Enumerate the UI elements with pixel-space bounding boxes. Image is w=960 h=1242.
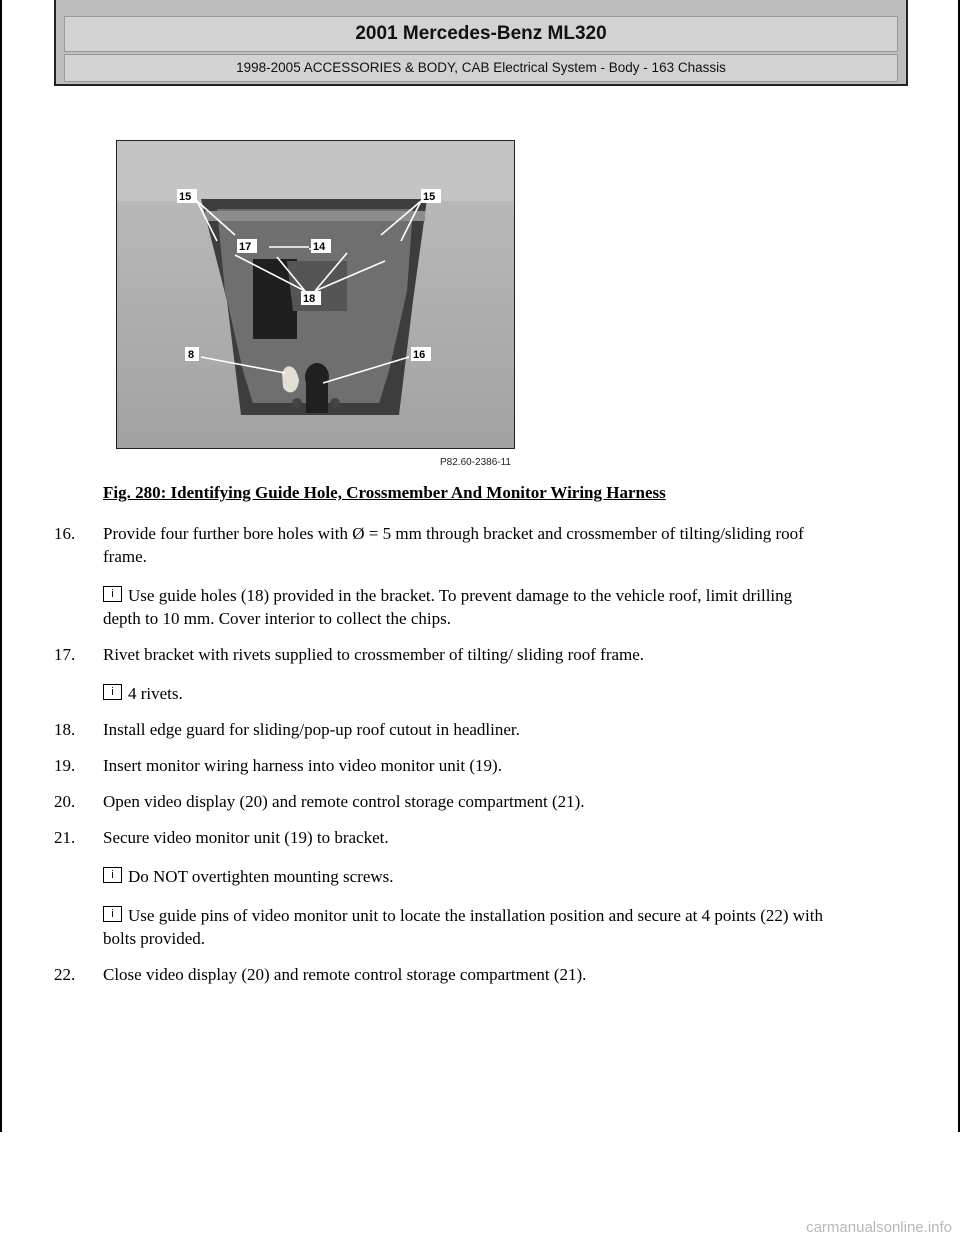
step-text	[103, 826, 903, 849]
document-subtitle: 1998-2005 ACCESSORIES & BODY, CAB Electrical System - Body - 163 Chassis	[64, 54, 898, 82]
step-line: frame.	[103, 547, 147, 566]
note-line: Use guide pins of video monitor unit to locate the installation position and secure at 4 points (22) with	[128, 906, 823, 925]
figure-photo	[116, 140, 515, 449]
callout-8: 8	[188, 349, 195, 361]
step-line: Provide four further bore holes with Ø = 5 mm through bracket and crossmember of tilting/sliding roof	[103, 524, 804, 543]
callout-15-left: 15	[179, 191, 192, 203]
step-number: 20.	[54, 792, 76, 811]
figure-id: P82.60-2386-11	[440, 457, 511, 468]
page-edge-left	[0, 0, 2, 1132]
callout-14: 14	[313, 241, 326, 253]
step-number: 17.	[54, 645, 76, 664]
watermark: carmanualsonline.info	[806, 1219, 952, 1236]
document-title: 2001 Mercedes-Benz ML320	[64, 16, 898, 52]
callout-18: 18	[303, 293, 316, 305]
step-note	[103, 865, 903, 888]
step-line: Rivet bracket with rivets supplied to crossmember of tilting/ sliding roof frame.	[103, 645, 645, 664]
info-icon: i	[103, 867, 122, 883]
note-line: bolts provided.	[103, 929, 205, 948]
step-number: 16.	[54, 524, 76, 543]
step-number: 18.	[54, 720, 76, 739]
step-line: Close video display (20) and remote control storage compartment (21).	[103, 965, 587, 984]
step-text	[103, 790, 903, 813]
note-line: Use guide holes (18) provided in the bracket. To prevent damage to the vehicle roof, limit drilling	[128, 586, 793, 605]
step-text	[103, 963, 903, 986]
callout-17: 17	[239, 241, 252, 253]
step-line: Install edge guard for sliding/pop-up roof cutout in headliner.	[103, 720, 520, 739]
document-header	[54, 0, 908, 86]
step-note	[103, 682, 903, 705]
figure-illustration	[117, 141, 514, 448]
step-note	[103, 584, 903, 630]
step-line: Secure video monitor unit (19) to bracket.	[103, 828, 389, 847]
callout-16: 16	[413, 349, 426, 361]
callout-15-right: 15	[423, 191, 436, 203]
step-text	[103, 754, 903, 777]
info-icon: i	[103, 684, 122, 700]
note-line: 4 rivets.	[128, 684, 183, 703]
info-icon: i	[103, 906, 122, 922]
step-text	[103, 522, 903, 568]
note-line: depth to 10 mm. Cover interior to collect the chips.	[103, 609, 451, 628]
figure-caption: Fig. 280: Identifying Guide Hole, Crossmember And Monitor Wiring Harness	[103, 483, 666, 502]
step-line: Open video display (20) and remote control storage compartment (21).	[103, 792, 585, 811]
step-number: 21.	[54, 828, 76, 847]
step-number: 22.	[54, 965, 76, 984]
step-number: 19.	[54, 756, 76, 775]
step-line: Insert monitor wiring harness into video monitor unit (19).	[103, 756, 502, 775]
step-text	[103, 643, 903, 666]
note-line: Do NOT overtighten mounting screws.	[128, 867, 394, 886]
step-note	[103, 904, 903, 950]
step-text	[103, 718, 903, 741]
info-icon: i	[103, 586, 122, 602]
